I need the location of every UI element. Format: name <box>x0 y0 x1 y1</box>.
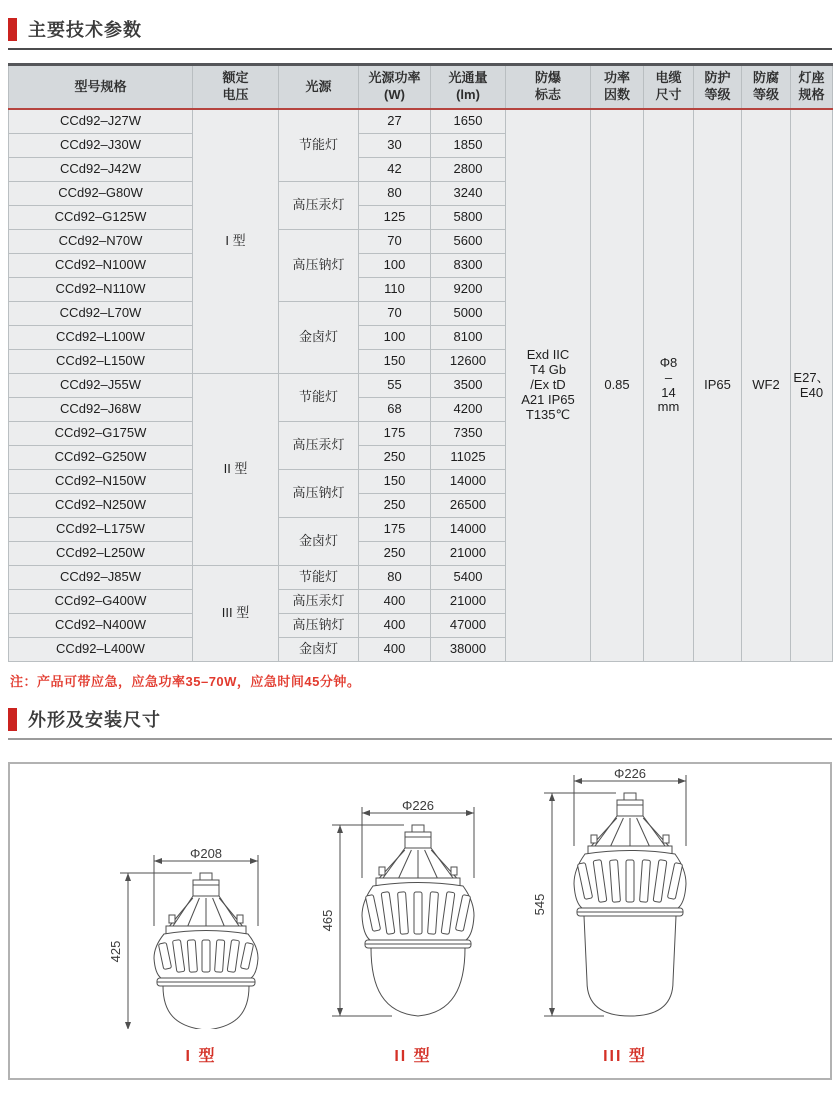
power-cell: 400 <box>359 590 431 614</box>
model-cell: CCd92–J27W <box>9 109 193 134</box>
diameter-dim-label: Φ226 <box>401 799 435 813</box>
lamp-drawing-type-2 <box>318 799 508 1034</box>
flux-cell: 5600 <box>431 230 506 254</box>
voltage-type-cell: III 型 <box>193 566 279 662</box>
power-cell: 70 <box>359 302 431 326</box>
lamp-outline-drawing <box>530 767 720 1029</box>
lamp-type-label: III 型 <box>603 1048 647 1065</box>
power-cell: 100 <box>359 326 431 350</box>
red-bar-icon <box>8 708 17 731</box>
power-cell: 150 <box>359 470 431 494</box>
power-cell: 250 <box>359 446 431 470</box>
lamp-drawing-type-1 <box>106 847 296 1034</box>
model-cell: CCd92–L400W <box>9 638 193 662</box>
col-header-0: 型号规格 <box>9 65 193 110</box>
red-bar-icon <box>8 18 17 41</box>
diameter-dim-label: Φ208 <box>189 847 223 861</box>
power-cell: 55 <box>359 374 431 398</box>
col-header-3: 光源功率 (W) <box>359 65 431 110</box>
flux-cell: 47000 <box>431 614 506 638</box>
power-cell: 175 <box>359 422 431 446</box>
power-cell: 27 <box>359 109 431 134</box>
flux-cell: 5400 <box>431 566 506 590</box>
model-cell: CCd92–N100W <box>9 254 193 278</box>
flux-cell: 5800 <box>431 206 506 230</box>
flux-cell: 14000 <box>431 470 506 494</box>
col-header-4: 光通量 (lm) <box>431 65 506 110</box>
light-source-cell: 节能灯 <box>279 566 359 590</box>
lamp-type-label: II 型 <box>394 1048 432 1065</box>
model-cell: CCd92–J30W <box>9 134 193 158</box>
lamp-figure-type-2 <box>318 799 508 1066</box>
flux-cell: 12600 <box>431 350 506 374</box>
col-header-10: 灯座 规格 <box>791 65 833 110</box>
light-source-cell: 金卤灯 <box>279 638 359 662</box>
model-cell: CCd92–G400W <box>9 590 193 614</box>
power-cell: 250 <box>359 542 431 566</box>
model-cell: CCd92–N250W <box>9 494 193 518</box>
voltage-type-cell: II 型 <box>193 374 279 566</box>
title-divider-grey <box>8 738 832 740</box>
model-cell: CCd92–G80W <box>9 182 193 206</box>
lamp-type-label: I 型 <box>185 1048 217 1065</box>
power-cell: 30 <box>359 134 431 158</box>
col-header-9: 防腐 等级 <box>742 65 791 110</box>
flux-cell: 1650 <box>431 109 506 134</box>
power-cell: 100 <box>359 254 431 278</box>
col-header-5: 防爆 标志 <box>506 65 591 110</box>
spec-table-body <box>9 109 833 662</box>
model-cell: CCd92–G175W <box>9 422 193 446</box>
spec-table <box>8 63 833 662</box>
power-factor-cell: 0.85 <box>591 109 644 662</box>
power-cell: 80 <box>359 182 431 206</box>
light-source-cell: 高压钠灯 <box>279 470 359 518</box>
model-cell: CCd92–L100W <box>9 326 193 350</box>
cable-size-cell: Φ8 – 14 mm <box>644 109 694 662</box>
height-dim-label: 425 <box>108 940 123 963</box>
power-cell: 110 <box>359 278 431 302</box>
model-cell: CCd92–L175W <box>9 518 193 542</box>
flux-cell: 21000 <box>431 542 506 566</box>
diameter-dim-label: Φ226 <box>613 767 647 781</box>
model-cell: CCd92–L250W <box>9 542 193 566</box>
protection-cell: IP65 <box>694 109 742 662</box>
power-cell: 150 <box>359 350 431 374</box>
col-header-8: 防护 等级 <box>694 65 742 110</box>
model-cell: CCd92–J42W <box>9 158 193 182</box>
power-cell: 80 <box>359 566 431 590</box>
flux-cell: 8300 <box>431 254 506 278</box>
model-cell: CCd92–J85W <box>9 566 193 590</box>
lamp-holder-cell: E27、 E40 <box>791 109 833 662</box>
flux-cell: 9200 <box>431 278 506 302</box>
flux-cell: 2800 <box>431 158 506 182</box>
lamp-figure-type-1 <box>106 847 296 1066</box>
light-source-cell: 高压汞灯 <box>279 590 359 614</box>
section-title-outline: 外形及安装尺寸 <box>28 710 161 730</box>
model-cell: CCd92–N400W <box>9 614 193 638</box>
model-cell: CCd92–G125W <box>9 206 193 230</box>
section-title-tech: 主要技术参数 <box>28 20 142 40</box>
col-header-2: 光源 <box>279 65 359 110</box>
height-dim-label: 465 <box>320 909 335 932</box>
light-source-cell: 高压汞灯 <box>279 182 359 230</box>
flux-cell: 26500 <box>431 494 506 518</box>
power-cell: 175 <box>359 518 431 542</box>
model-cell: CCd92–L70W <box>9 302 193 326</box>
model-cell: CCd92–N110W <box>9 278 193 302</box>
flux-cell: 7350 <box>431 422 506 446</box>
light-source-cell: 高压钠灯 <box>279 614 359 638</box>
voltage-type-cell: I 型 <box>193 109 279 374</box>
dimensions-panel <box>8 762 832 1080</box>
flux-cell: 4200 <box>431 398 506 422</box>
power-cell: 400 <box>359 638 431 662</box>
table-row <box>9 109 833 134</box>
flux-cell: 1850 <box>431 134 506 158</box>
power-cell: 250 <box>359 494 431 518</box>
explosion-mark-cell: Exd IIC T4 Gb /Ex tD A21 IP65 T135℃ <box>506 109 591 662</box>
light-source-cell: 金卤灯 <box>279 518 359 566</box>
model-cell: CCd92–N70W <box>9 230 193 254</box>
flux-cell: 5000 <box>431 302 506 326</box>
flux-cell: 38000 <box>431 638 506 662</box>
model-cell: CCd92–J55W <box>9 374 193 398</box>
corrosion-cell: WF2 <box>742 109 791 662</box>
lamp-outline-drawing <box>106 847 296 1029</box>
model-cell: CCd92–G250W <box>9 446 193 470</box>
flux-cell: 11025 <box>431 446 506 470</box>
model-cell: CCd92–J68W <box>9 398 193 422</box>
lamp-figure-type-3 <box>530 767 720 1066</box>
col-header-1: 额定 电压 <box>193 65 279 110</box>
light-source-cell: 高压汞灯 <box>279 422 359 470</box>
section-header-outline <box>8 706 840 732</box>
emergency-note: 注：产品可带应急，应急功率35–70W，应急时间45分钟。 <box>10 674 361 689</box>
model-cell: CCd92–L150W <box>9 350 193 374</box>
power-cell: 68 <box>359 398 431 422</box>
light-source-cell: 节能灯 <box>279 374 359 422</box>
section-header-tech <box>8 16 840 42</box>
col-header-7: 电缆 尺寸 <box>644 65 694 110</box>
light-source-cell: 高压钠灯 <box>279 230 359 302</box>
lamp-outline-drawing <box>318 799 508 1029</box>
flux-cell: 3240 <box>431 182 506 206</box>
height-dim-label: 545 <box>532 893 547 916</box>
flux-cell: 14000 <box>431 518 506 542</box>
title-divider-dark <box>8 48 832 50</box>
model-cell: CCd92–N150W <box>9 470 193 494</box>
col-header-6: 功率 因数 <box>591 65 644 110</box>
flux-cell: 8100 <box>431 326 506 350</box>
power-cell: 125 <box>359 206 431 230</box>
lamp-drawing-type-3 <box>530 767 720 1034</box>
flux-cell: 21000 <box>431 590 506 614</box>
power-cell: 400 <box>359 614 431 638</box>
spec-table-head <box>9 65 833 110</box>
datasheet-page <box>0 16 840 1103</box>
power-cell: 70 <box>359 230 431 254</box>
light-source-cell: 金卤灯 <box>279 302 359 374</box>
power-cell: 42 <box>359 158 431 182</box>
flux-cell: 3500 <box>431 374 506 398</box>
light-source-cell: 节能灯 <box>279 109 359 182</box>
